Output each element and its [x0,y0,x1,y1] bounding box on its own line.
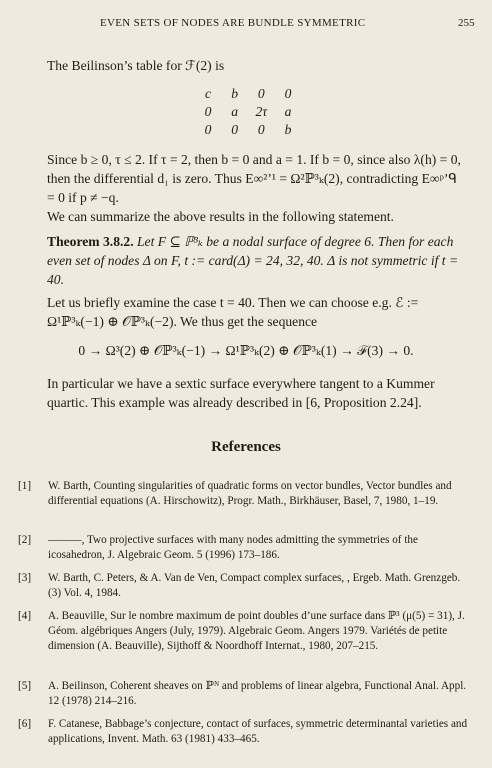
table-cell: c [204,86,212,101]
beilinson-table [198,86,298,140]
reference-text: W. Barth, C. Peters, & A. Van de Ven, Compact complex surfaces, , Ergeb. Math. Grenzgeb. (3) Vol. 4, 1984. [48,572,461,599]
table-row [198,86,298,104]
running-title: EVEN SETS OF NODES ARE BUNDLE SYMMETRIC [100,17,366,29]
reference-number: [5] [18,680,32,692]
paragraph-summary: We can summarize the above results in the following statement. [47,209,394,224]
running-header [0,17,492,33]
theorem-label: Theorem 3.8.2. [47,234,134,249]
table-row [198,122,298,140]
reference-number: [4] [18,610,32,622]
reference-item [18,679,470,709]
reference-number: [6] [18,718,32,730]
exact-sequence: 0 → Ω³(2) ⊕ 𝒪ℙ³ₖ(−1) → Ω¹ℙ³ₖ(2) ⊕ 𝒪ℙ³ₖ(1) → ℱ(3) → 0. [78,343,414,358]
paragraph-particular: In particular we have a sextic surface everywhere tangent to a Kummer quartic. This example was already described in [6, Proposition 2.24]. [47,376,435,410]
table-row [198,104,298,122]
reference-text: A. Beauville, Sur le nombre maximum de point doubles d’une surface dans ℙ³ (μ(5) = 31), J. Géom. algébriques Angers (July, 1979). Algebraic Geom. Angers 1979. Variétés de petite dimension (A. Beauville), Sijthoff & Noordhoff Internat., 1980, 207–215. [48,610,465,652]
reference-text: F. Catanese, Babbage’s conjecture, contact of surfaces, symmetric determinantal varieties and applications, Invent. Math. 63 (1981) 433–465. [48,718,468,745]
reference-item [18,479,470,509]
table-cell: 2τ [255,104,268,119]
theorem-statement: Let F ⊆ ℙ³ₖ be a nodal surface of degree 6. Then for each even set of nodes Δ on F, t := card(Δ) = 24, 32, 40. Δ is not symmetric if t = 40. [47,234,459,287]
reference-text: ———, Two projective surfaces with many nodes admitting the symmetries of the icosahedron, J. Algebraic Geom. 5 (1996) 173–186. [48,534,418,561]
reference-number: [2] [18,534,32,546]
reference-number: [1] [18,480,32,492]
table-cell: 0 [204,104,212,119]
reference-item [18,717,470,747]
intro-text: The Beilinson’s table for ℱ(2) is [47,58,225,73]
table-cell: 0 [204,122,212,137]
reference-text: A. Beilinson, Coherent sheaves on ℙᴺ and problems of linear algebra, Functional Anal. Appl. 12 (1978) 214–216. [48,680,467,707]
table-cell: 0 [284,86,292,101]
table-cell: 0 [257,122,265,137]
table-cell: a [284,104,292,119]
theorem [47,232,467,289]
paragraph-examine: Let us briefly examine the case t = 40. Then we can choose e.g. ℰ := Ω¹ℙ³ₖ(−1) ⊕ 𝒪ℙ³ₖ(−2). We thus get the sequence [47,295,419,329]
reference-text: W. Barth, Counting singularities of quadratic forms on vector bundles, Vector bundles and differential equations (A. Hirschowitz), Progr. Math., Birkhäuser, Basel, 7, 1980, 1–19. [48,480,452,507]
table-cell: 0 [231,122,239,137]
reference-number: [3] [18,572,32,584]
table-cell: b [284,122,292,137]
reference-item [18,609,470,654]
reference-item [18,533,470,563]
reference-item [18,571,470,601]
references-heading: References [211,439,281,455]
paragraph-since: Since b ≥ 0, τ ≤ 2. If τ = 2, then b = 0 and a = 1. If b = 0, since also λ(h) = 0, then the differential d₁ is zero. Thus E∞²ʼ¹ = Ω²ℙ³ₖ(2), contradicting E∞ᵖʼᑫ = 0 if p ≠ −q. [47,152,461,205]
page-number: 255 [458,17,475,29]
table-cell: a [231,104,239,119]
table-cell: 0 [257,86,265,101]
table-cell: b [231,86,239,101]
